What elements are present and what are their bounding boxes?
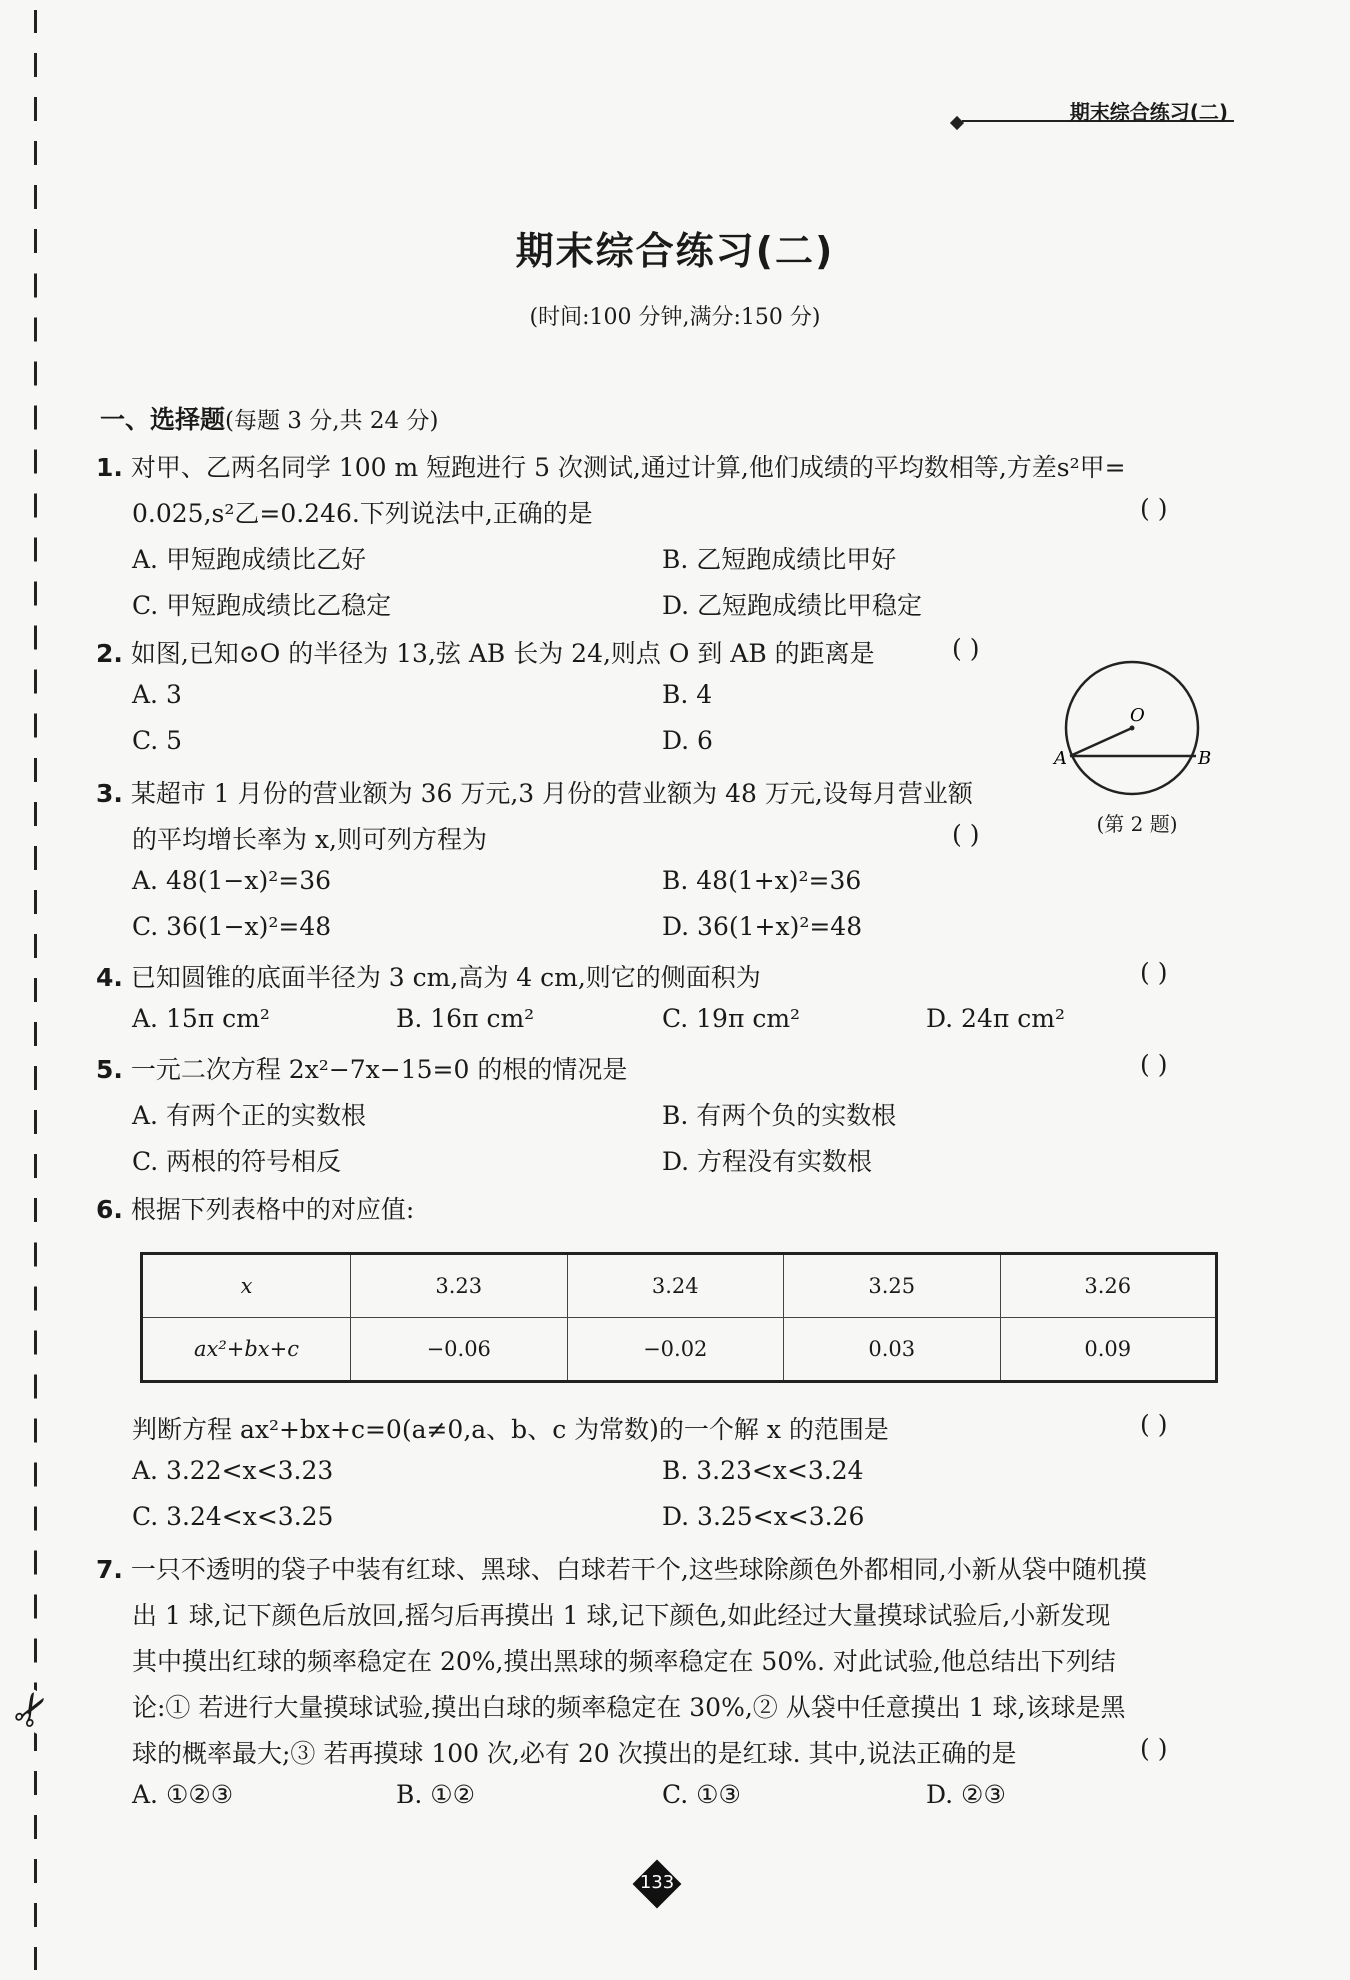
question-6-line-2: 判断方程 ax²+bx+c=0(a≠0,a、b、c 为常数)的一个解 x 的范围是: [132, 1415, 889, 1444]
option-d[interactable]: D. 方程没有实数根: [662, 1147, 873, 1176]
option-c[interactable]: C. 3.24<x<3.25: [132, 1502, 334, 1531]
answer-blank[interactable]: ( ): [952, 820, 980, 849]
page-title: 期末综合练习(二): [515, 229, 835, 273]
answer-blank[interactable]: ( ): [1140, 958, 1168, 987]
question-text: 已知圆锥的底面半径为 3 cm,高为 4 cm,则它的侧面积为: [130, 963, 761, 992]
table-cell: 3.25: [784, 1254, 1001, 1318]
label-a: A: [1054, 748, 1067, 769]
option-a[interactable]: A. 3.22<x<3.23: [132, 1456, 334, 1485]
section-title: 一、选择题: [100, 405, 226, 434]
answer-blank[interactable]: ( ): [1140, 1050, 1168, 1079]
table-row: [142, 1254, 1217, 1318]
value-table: [140, 1252, 1218, 1383]
table-cell: 3.23: [351, 1254, 568, 1318]
option-b[interactable]: B. 4: [662, 680, 713, 709]
question-text: 某超市 1 月份的营业额为 36 万元,3 月份的营业额为 48 万元,设每月营业额: [130, 779, 973, 808]
answer-blank[interactable]: ( ): [1140, 1410, 1168, 1439]
table-cell: 0.03: [784, 1318, 1001, 1382]
exam-info: (时间:100 分钟,满分:150 分): [529, 305, 821, 330]
question-7-line-4: 论:① 若进行大量摸球试验,摸出白球的频率稳定在 30%,② 从袋中任意摸出 1 球,该球是黑: [132, 1693, 1126, 1722]
circle-diagram: [1052, 656, 1222, 806]
section-heading: [100, 400, 438, 436]
question-7-line-5: 球的概率最大;③ 若再摸球 100 次,必有 20 次摸出的是红球. 其中,说法正确的是: [132, 1739, 1017, 1768]
label-o: O: [1130, 705, 1145, 726]
table-cell: −0.06: [351, 1318, 568, 1382]
question-number: 5.: [96, 1055, 123, 1084]
table-cell: 3.24: [567, 1254, 784, 1318]
table-cell: 0.09: [1000, 1318, 1217, 1382]
option-d[interactable]: D. 36(1+x)²=48: [662, 912, 863, 941]
question-text: 对甲、乙两名同学 100 m 短跑进行 5 次测试,通过计算,他们成绩的平均数相等,方差s²甲=: [130, 453, 1126, 482]
question-number: 3.: [96, 779, 123, 808]
option-b[interactable]: B. 乙短跑成绩比甲好: [662, 545, 897, 574]
answer-blank[interactable]: ( ): [952, 634, 980, 663]
question-3-line-2: 的平均增长率为 x,则可列方程为: [132, 825, 487, 854]
option-d[interactable]: D. 乙短跑成绩比甲稳定: [662, 591, 923, 620]
option-b[interactable]: B. 有两个负的实数根: [662, 1101, 897, 1130]
option-c[interactable]: C. 两根的符号相反: [132, 1147, 342, 1176]
question-number: 1.: [96, 453, 123, 482]
option-a[interactable]: A. 3: [132, 680, 182, 709]
question-text: 根据下列表格中的对应值:: [130, 1195, 415, 1224]
option-d[interactable]: D. 6: [662, 726, 713, 755]
table-cell: ax²+bx+c: [142, 1318, 351, 1382]
option-b[interactable]: B. ①②: [396, 1780, 476, 1809]
answer-blank[interactable]: ( ): [1140, 494, 1168, 523]
option-a[interactable]: A. 甲短跑成绩比乙好: [132, 545, 366, 574]
question-number: 6.: [96, 1195, 123, 1224]
question-text: 一元二次方程 2x²−7x−15=0 的根的情况是: [130, 1055, 628, 1084]
section-note: (每题 3 分,共 24 分): [225, 408, 439, 434]
question-1-line-1: [96, 448, 1126, 484]
question-4-line-1: [96, 958, 761, 994]
option-c[interactable]: C. 19π cm²: [662, 1004, 801, 1033]
question-1-line-2: 0.025,s²乙=0.246.下列说法中,正确的是: [132, 499, 593, 528]
option-b[interactable]: B. 16π cm²: [396, 1004, 535, 1033]
figure-caption: (第 2 题): [1096, 812, 1178, 836]
option-c[interactable]: C. 甲短跑成绩比乙稳定: [132, 591, 392, 620]
question-7-line-1: [96, 1550, 1147, 1586]
question-number: 4.: [96, 963, 123, 992]
answer-blank[interactable]: ( ): [1140, 1734, 1168, 1763]
question-number: 2.: [96, 639, 123, 668]
question-7-line-3: 其中摸出红球的频率稳定在 20%,摸出黑球的频率稳定在 50%. 对此试验,他总结出下列结: [132, 1647, 1116, 1676]
option-c[interactable]: C. 5: [132, 726, 183, 755]
header-title: 期末综合练习(二): [1069, 100, 1228, 124]
question-5-line-1: [96, 1050, 627, 1086]
option-d[interactable]: D. 3.25<x<3.26: [662, 1502, 865, 1531]
circle-figure: [1052, 656, 1222, 846]
question-text: 一只不透明的袋子中装有红球、黑球、白球若干个,这些球除颜色外都相同,小新从袋中随机摸: [130, 1555, 1147, 1584]
question-text: 如图,已知⊙O 的半径为 13,弦 AB 长为 24,则点 O 到 AB 的距离是: [130, 639, 875, 668]
table-row: [142, 1318, 1217, 1382]
question-6-line-1: [96, 1190, 414, 1226]
table-cell: −0.02: [567, 1318, 784, 1382]
page-number-badge: [633, 1860, 681, 1908]
question-number: 7.: [96, 1555, 123, 1584]
page-number: 133: [639, 1872, 675, 1893]
option-a[interactable]: A. 有两个正的实数根: [132, 1101, 366, 1130]
table-cell: x: [142, 1254, 351, 1318]
option-a[interactable]: A. 48(1−x)²=36: [132, 866, 331, 895]
option-d[interactable]: D. 24π cm²: [926, 1004, 1065, 1033]
label-b: B: [1198, 748, 1212, 769]
question-3-line-1: [96, 774, 973, 810]
option-b[interactable]: B. 48(1+x)²=36: [662, 866, 862, 895]
option-c[interactable]: C. ①③: [662, 1780, 741, 1809]
option-a[interactable]: A. ①②③: [132, 1780, 234, 1809]
question-2-line-1: [96, 634, 875, 670]
option-c[interactable]: C. 36(1−x)²=48: [132, 912, 332, 941]
option-a[interactable]: A. 15π cm²: [132, 1004, 270, 1033]
option-b[interactable]: B. 3.23<x<3.24: [662, 1456, 864, 1485]
scissors-icon: ✂: [0, 1681, 64, 1739]
option-d[interactable]: D. ②③: [926, 1780, 1006, 1809]
question-7-line-2: 出 1 球,记下颜色后放回,摇匀后再摸出 1 球,记下颜色,如此经过大量摸球试验后,小新发现: [132, 1601, 1111, 1630]
table-cell: 3.26: [1000, 1254, 1217, 1318]
